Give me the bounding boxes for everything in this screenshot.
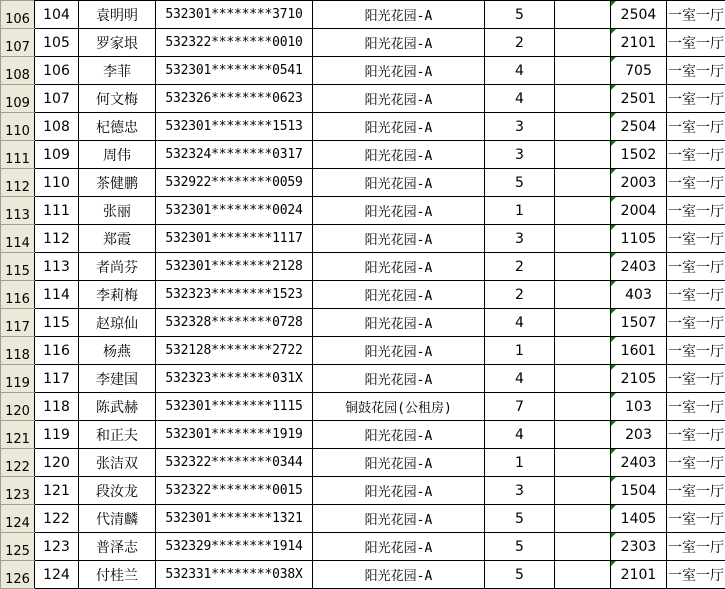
cell-community[interactable]: 阳光花园-A [313, 141, 485, 169]
table-row [1, 141, 725, 169]
cell-people[interactable]: 4 [485, 421, 555, 449]
cell-id-number[interactable]: 532326********0623 [156, 85, 313, 113]
cell-seq[interactable]: 108 [35, 113, 79, 141]
cell-type[interactable]: 一室一厅 [667, 253, 725, 281]
cell-id-number[interactable]: 532128********2722 [156, 337, 313, 365]
cell-name[interactable]: 代清麟 [79, 505, 156, 533]
cell-room[interactable]: 2504 [611, 113, 667, 141]
cell-community[interactable]: 阳光花园-A [313, 309, 485, 337]
cell-type[interactable]: 一室一厅 [667, 169, 725, 197]
cell-blank[interactable] [555, 393, 611, 421]
cell-room[interactable]: 2004 [611, 197, 667, 225]
cell-room[interactable]: 1105 [611, 225, 667, 253]
cell-community[interactable]: 阳光花园-A [313, 57, 485, 85]
cell-people[interactable]: 2 [485, 253, 555, 281]
cell-type[interactable]: 一室一厅 [667, 449, 725, 477]
cell-blank[interactable] [555, 225, 611, 253]
cell-seq[interactable]: 121 [35, 477, 79, 505]
cell-seq[interactable]: 113 [35, 253, 79, 281]
cell-name[interactable]: 郑霞 [79, 225, 156, 253]
cell-seq[interactable]: 124 [35, 561, 79, 589]
row-header[interactable]: 126 [1, 561, 35, 589]
table-row [1, 421, 725, 449]
cell-seq[interactable]: 107 [35, 85, 79, 113]
table-row [1, 561, 725, 589]
row-header[interactable]: 124 [1, 505, 35, 533]
cell-community[interactable]: 阳光花园-A [313, 169, 485, 197]
cell-seq[interactable]: 112 [35, 225, 79, 253]
cell-blank[interactable] [555, 1, 611, 29]
cell-people[interactable]: 5 [485, 533, 555, 561]
cell-type[interactable]: 一室一厅 [667, 533, 725, 561]
cell-name[interactable]: 杞德忠 [79, 113, 156, 141]
table-row [1, 477, 725, 505]
row-header[interactable]: 125 [1, 533, 35, 561]
cell-room[interactable]: 1601 [611, 337, 667, 365]
cell-id-number[interactable]: 532329********1914 [156, 533, 313, 561]
cell-room[interactable]: 2101 [611, 29, 667, 57]
cell-type[interactable]: 一室一厅 [667, 29, 725, 57]
table-row [1, 85, 725, 113]
cell-people[interactable]: 4 [485, 309, 555, 337]
cell-people[interactable]: 4 [485, 365, 555, 393]
cell-id-number[interactable]: 532323********1523 [156, 281, 313, 309]
cell-name[interactable]: 周伟 [79, 141, 156, 169]
table-row [1, 57, 725, 85]
cell-id-number[interactable]: 532301********3710 [156, 1, 313, 29]
cell-room[interactable]: 1504 [611, 477, 667, 505]
cell-community[interactable]: 阳光花园-A [313, 533, 485, 561]
cell-id-number[interactable]: 532324********0317 [156, 141, 313, 169]
table-row [1, 225, 725, 253]
cell-seq[interactable]: 122 [35, 505, 79, 533]
cell-blank[interactable] [555, 197, 611, 225]
cell-people[interactable]: 4 [485, 57, 555, 85]
row-header[interactable]: 116 [1, 281, 35, 309]
table-row [1, 1, 725, 29]
cell-room[interactable]: 2003 [611, 169, 667, 197]
cell-blank[interactable] [555, 113, 611, 141]
cell-blank[interactable] [555, 337, 611, 365]
cell-room[interactable]: 1507 [611, 309, 667, 337]
cell-name[interactable]: 李建国 [79, 365, 156, 393]
row-header[interactable]: 114 [1, 225, 35, 253]
cell-people[interactable]: 2 [485, 281, 555, 309]
cell-community[interactable]: 阳光花园-A [313, 253, 485, 281]
table-row [1, 309, 725, 337]
cell-id-number[interactable]: 532301********2128 [156, 253, 313, 281]
cell-name[interactable]: 李菲 [79, 57, 156, 85]
row-header[interactable]: 106 [1, 1, 35, 29]
table-row [1, 449, 725, 477]
cell-blank[interactable] [555, 477, 611, 505]
cell-seq[interactable]: 116 [35, 337, 79, 365]
cell-blank[interactable] [555, 365, 611, 393]
cell-room[interactable]: 203 [611, 421, 667, 449]
cell-room[interactable]: 2105 [611, 365, 667, 393]
cell-room[interactable]: 2303 [611, 533, 667, 561]
cell-type[interactable]: 一室一厅 [667, 309, 725, 337]
cell-type[interactable]: 一室一厅 [667, 477, 725, 505]
row-header[interactable]: 111 [1, 141, 35, 169]
cell-id-number[interactable]: 532301********1115 [156, 393, 313, 421]
cell-name[interactable]: 袁明明 [79, 1, 156, 29]
cell-name[interactable]: 杨燕 [79, 337, 156, 365]
cell-type[interactable]: 一室一厅 [667, 393, 725, 421]
cell-name[interactable]: 和正夫 [79, 421, 156, 449]
cell-type[interactable]: 一室一厅 [667, 365, 725, 393]
cell-people[interactable]: 3 [485, 113, 555, 141]
cell-type[interactable]: 一室一厅 [667, 141, 725, 169]
table-row [1, 281, 725, 309]
cell-community[interactable]: 阳光花园-A [313, 197, 485, 225]
cell-people[interactable]: 3 [485, 141, 555, 169]
row-header[interactable]: 110 [1, 113, 35, 141]
row-header[interactable]: 109 [1, 85, 35, 113]
cell-seq[interactable]: 120 [35, 449, 79, 477]
table-row [1, 393, 725, 421]
cell-type[interactable]: 一室一厅 [667, 113, 725, 141]
cell-blank[interactable] [555, 169, 611, 197]
cell-name[interactable]: 段汝龙 [79, 477, 156, 505]
cell-people[interactable]: 7 [485, 393, 555, 421]
cell-people[interactable]: 2 [485, 29, 555, 57]
row-header[interactable]: 113 [1, 197, 35, 225]
cell-room[interactable]: 2101 [611, 561, 667, 589]
cell-seq[interactable]: 110 [35, 169, 79, 197]
cell-community[interactable]: 阳光花园-A [313, 449, 485, 477]
cell-community[interactable]: 阳光花园-A [313, 337, 485, 365]
cell-blank[interactable] [555, 141, 611, 169]
row-header[interactable]: 122 [1, 449, 35, 477]
table-row [1, 197, 725, 225]
cell-community[interactable]: 阳光花园-A [313, 281, 485, 309]
cell-type[interactable]: 一室一厅 [667, 281, 725, 309]
cell-people[interactable]: 5 [485, 505, 555, 533]
cell-id-number[interactable]: 532301********1919 [156, 421, 313, 449]
cell-type[interactable]: 一室一厅 [667, 57, 725, 85]
cell-seq[interactable]: 123 [35, 533, 79, 561]
cell-community[interactable]: 阳光花园-A [313, 29, 485, 57]
cell-community[interactable]: 阳光花园-A [313, 1, 485, 29]
cell-id-number[interactable]: 532322********0015 [156, 477, 313, 505]
row-header[interactable]: 115 [1, 253, 35, 281]
cell-blank[interactable] [555, 281, 611, 309]
cell-seq[interactable]: 119 [35, 421, 79, 449]
cell-blank[interactable] [555, 29, 611, 57]
cell-name[interactable]: 普泽志 [79, 533, 156, 561]
table-row [1, 533, 725, 561]
cell-community[interactable]: 阳光花园-A [313, 505, 485, 533]
cell-name[interactable]: 张丽 [79, 197, 156, 225]
cell-id-number[interactable]: 532331********038X [156, 561, 313, 589]
cell-id-number[interactable]: 532323********031X [156, 365, 313, 393]
cell-seq[interactable]: 104 [35, 1, 79, 29]
table-body [1, 1, 725, 589]
cell-name[interactable]: 何文梅 [79, 85, 156, 113]
cell-people[interactable]: 4 [485, 85, 555, 113]
table-row [1, 113, 725, 141]
row-header[interactable]: 107 [1, 29, 35, 57]
table-row [1, 365, 725, 393]
cell-blank[interactable] [555, 449, 611, 477]
cell-seq[interactable]: 109 [35, 141, 79, 169]
cell-room[interactable]: 2403 [611, 449, 667, 477]
cell-id-number[interactable]: 532922********0059 [156, 169, 313, 197]
row-header[interactable]: 119 [1, 365, 35, 393]
cell-room[interactable]: 403 [611, 281, 667, 309]
cell-type[interactable]: 一室一厅 [667, 505, 725, 533]
cell-community[interactable]: 铜鼓花园(公租房) [313, 393, 485, 421]
cell-type[interactable]: 一室一厅 [667, 85, 725, 113]
cell-community[interactable]: 阳光花园-A [313, 225, 485, 253]
cell-room[interactable]: 1405 [611, 505, 667, 533]
cell-id-number[interactable]: 532301********0541 [156, 57, 313, 85]
cell-room[interactable]: 705 [611, 57, 667, 85]
cell-room[interactable]: 103 [611, 393, 667, 421]
cell-name[interactable]: 张洁双 [79, 449, 156, 477]
cell-id-number[interactable]: 532301********0024 [156, 197, 313, 225]
cell-id-number[interactable]: 532322********0344 [156, 449, 313, 477]
cell-type[interactable]: 一室一厅 [667, 197, 725, 225]
cell-community[interactable]: 阳光花园-A [313, 365, 485, 393]
cell-seq[interactable]: 115 [35, 309, 79, 337]
table-row [1, 29, 725, 57]
cell-blank[interactable] [555, 505, 611, 533]
cell-people[interactable]: 3 [485, 477, 555, 505]
cell-id-number[interactable]: 532301********1321 [156, 505, 313, 533]
cell-name[interactable]: 者尚芬 [79, 253, 156, 281]
cell-people[interactable]: 5 [485, 1, 555, 29]
cell-type[interactable]: 一室一厅 [667, 421, 725, 449]
cell-blank[interactable] [555, 561, 611, 589]
cell-community[interactable]: 阳光花园-A [313, 85, 485, 113]
cell-blank[interactable] [555, 309, 611, 337]
cell-id-number[interactable]: 532322********0010 [156, 29, 313, 57]
cell-seq[interactable]: 106 [35, 57, 79, 85]
cell-name[interactable]: 罗家垠 [79, 29, 156, 57]
cell-community[interactable]: 阳光花园-A [313, 113, 485, 141]
cell-community[interactable]: 阳光花园-A [313, 421, 485, 449]
row-header[interactable]: 108 [1, 57, 35, 85]
cell-blank[interactable] [555, 533, 611, 561]
cell-type[interactable]: 一室一厅 [667, 561, 725, 589]
cell-blank[interactable] [555, 253, 611, 281]
cell-seq[interactable]: 117 [35, 365, 79, 393]
cell-community[interactable]: 阳光花园-A [313, 561, 485, 589]
cell-seq[interactable]: 105 [35, 29, 79, 57]
cell-blank[interactable] [555, 421, 611, 449]
cell-room[interactable]: 2403 [611, 253, 667, 281]
cell-people[interactable]: 1 [485, 337, 555, 365]
cell-people[interactable]: 3 [485, 225, 555, 253]
cell-people[interactable]: 1 [485, 449, 555, 477]
row-header[interactable]: 121 [1, 421, 35, 449]
cell-room[interactable]: 1502 [611, 141, 667, 169]
cell-type[interactable]: 一室一厅 [667, 1, 725, 29]
cell-seq[interactable]: 118 [35, 393, 79, 421]
cell-community[interactable]: 阳光花园-A [313, 477, 485, 505]
table-row [1, 337, 725, 365]
cell-type[interactable]: 一室一厅 [667, 337, 725, 365]
cell-id-number[interactable]: 532301********1513 [156, 113, 313, 141]
cell-room[interactable]: 2501 [611, 85, 667, 113]
cell-id-number[interactable]: 532301********1117 [156, 225, 313, 253]
cell-blank[interactable] [555, 85, 611, 113]
row-header[interactable]: 117 [1, 309, 35, 337]
cell-people[interactable]: 5 [485, 561, 555, 589]
row-header[interactable]: 120 [1, 393, 35, 421]
cell-id-number[interactable]: 532328********0728 [156, 309, 313, 337]
cell-name[interactable]: 茶健鹏 [79, 169, 156, 197]
row-header[interactable]: 112 [1, 169, 35, 197]
cell-seq[interactable]: 111 [35, 197, 79, 225]
cell-seq[interactable]: 114 [35, 281, 79, 309]
cell-name[interactable]: 陈武赫 [79, 393, 156, 421]
cell-people[interactable]: 1 [485, 197, 555, 225]
cell-type[interactable]: 一室一厅 [667, 225, 725, 253]
cell-people[interactable]: 5 [485, 169, 555, 197]
cell-name[interactable]: 李莉梅 [79, 281, 156, 309]
table-row [1, 169, 725, 197]
cell-blank[interactable] [555, 57, 611, 85]
cell-name[interactable]: 付桂兰 [79, 561, 156, 589]
cell-room[interactable]: 2504 [611, 1, 667, 29]
cell-name[interactable]: 赵琼仙 [79, 309, 156, 337]
table-row [1, 505, 725, 533]
table-row [1, 253, 725, 281]
row-header[interactable]: 118 [1, 337, 35, 365]
row-header[interactable]: 123 [1, 477, 35, 505]
